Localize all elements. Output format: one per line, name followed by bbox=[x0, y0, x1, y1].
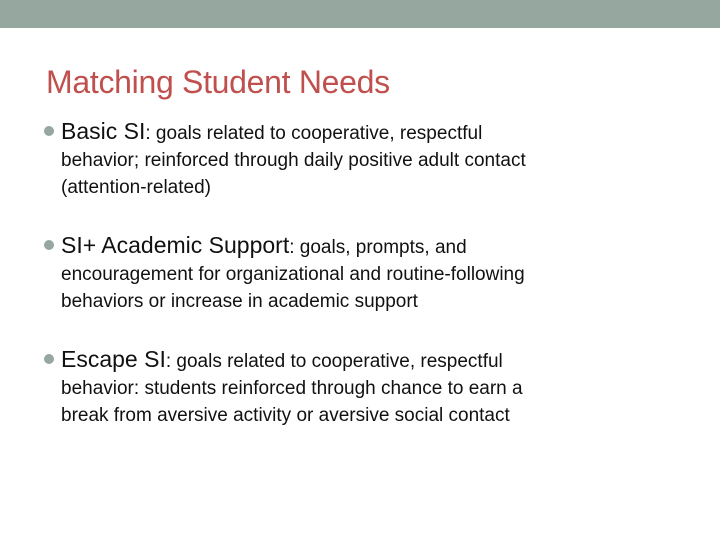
bullet-dot-icon bbox=[44, 126, 54, 136]
bullet-suffix: : goals, prompts, and bbox=[289, 237, 467, 258]
bullet-term: Escape SI bbox=[61, 346, 166, 372]
bullet-line: (attention-related) bbox=[61, 177, 211, 198]
bullet-line: encouragement for organizational and routine-following bbox=[61, 264, 525, 285]
bullet-item-si-plus-academic-support bbox=[44, 232, 664, 315]
bullet-suffix: : goals related to cooperative, respectful bbox=[165, 351, 503, 372]
bullet-heading bbox=[61, 118, 664, 147]
bullet-suffix: : goals related to cooperative, respectful bbox=[145, 123, 483, 144]
bullet-heading bbox=[61, 346, 664, 375]
bullet-term: SI+ Academic Support bbox=[61, 232, 290, 258]
bullet-heading bbox=[61, 232, 664, 261]
bullet-line: behavior; reinforced through daily positive adult contact bbox=[61, 150, 526, 171]
bullet-term: Basic SI bbox=[61, 118, 146, 144]
bullet-dot-icon bbox=[44, 354, 54, 364]
bullet-dot-icon bbox=[44, 240, 54, 250]
bullet-item-escape-si bbox=[44, 346, 664, 429]
bullet-line: behavior: students reinforced through chance to earn a bbox=[61, 378, 523, 399]
bullet-line: behaviors or increase in academic support bbox=[61, 291, 418, 312]
bullet-item-basic-si bbox=[44, 118, 664, 201]
slide-title: Matching Student Needs bbox=[46, 64, 390, 100]
bullet-line: break from aversive activity or aversive social contact bbox=[61, 405, 510, 426]
